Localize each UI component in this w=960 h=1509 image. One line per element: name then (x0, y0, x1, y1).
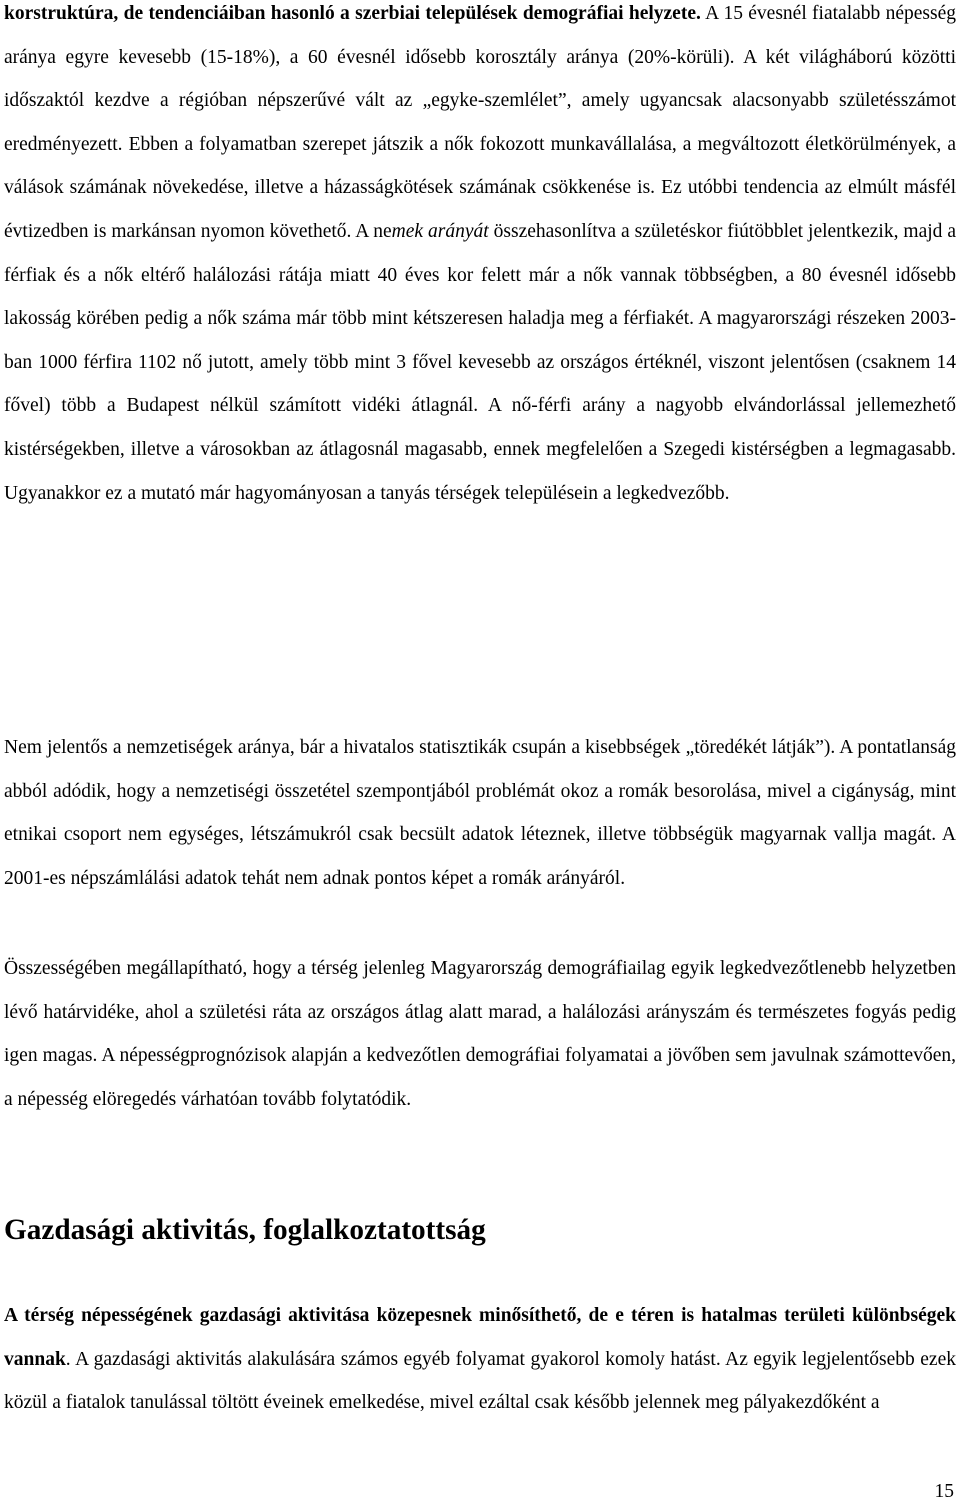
paragraph-text: . A gazdasági aktivitás alakulására számos egyéb folyamat gyakorol komoly hatást. Az egyik legjelentősebb ezek közül a fiatalok tanulással töltött éveinek emelkedése, mivel ezáltal csak később jelennek meg pályakezdőként a (4, 1348, 956, 1414)
page-number: 15 (934, 1481, 954, 1502)
section-heading: Gazdasági aktivitás, foglalkoztatottság (4, 1214, 486, 1246)
paragraph-demography (4, 0, 956, 515)
paragraph-economic-activity (4, 1294, 956, 1425)
italic-text: mek arányát (391, 220, 489, 242)
paragraph-summary: Összességében megállapítható, hogy a térség jelenleg Magyarország demográfiailag egyik legkedvezőtlenebb helyzetben lévő határvidéke, ahol a születési ráta az országos átlag alatt marad, a halálozási arányszám és természetes fogyás pedig igen magas. A népességprognózisok alapján a kedvezőtlen demográfiai folyamatai a jövőben sem javulnak számottevően, a népesség elöregedés várhatóan tovább folytatódik. (4, 958, 956, 1110)
paragraph-text: A 15 évesnél fiatalabb népesség aránya egyre kevesebb (15-18%), a 60 évesnél idősebb korosztály aránya (20%-körüli). A két világháború közötti időszaktól kezdve a régióban népszerűvé vált az „egyke-szemlélet”, amely ugyancsak alacsonyabb születésszámot eredményezett. Ebben a folyamatban szerepet játszik a nők fokozott munkavállalása, a megváltozott életkörülmények, a válások számának növekedése, illetve a házasságkötések számának csökkenése is. Ez utóbbi tendencia az elmúlt másfél évtizedben is markánsan nyomon követhető. A ne (4, 3, 956, 242)
paragraph-text: összehasonlítva a születéskor fiútöbblet jelentkezik, majd a férfiak és a nők eltérő halálozási rátája miatt 40 éves kor felett már a nők vannak többségben, a 80 évesnél idősebb lakosság körében pedig a nők száma már több mint kétszeresen haladja meg a férfiakét. A magyarországi részeken 2003-ban 1000 férfira 1102 nő jutott, amely több mint 3 fővel kevesebb az országos értéknél, viszont jelentősen (csaknem 14 fővel) több a Budapest nélkül számított vidéki átlagnál. A nő-férfi arány a nagyobb elvándorlással jellemezhető kistérségekben, illetve a városokban az átlagosnál magasabb, ennek megfelelően a Szegedi kistérségben a legmagasabb. Ugyanakkor ez a mutató már hagyományosan a tanyás térségek településein a legkedvezőbb. (4, 220, 956, 504)
bold-lead-text: korstruktúra, de tendenciáiban hasonló a szerbiai települések demográfiai helyzete. (4, 3, 701, 24)
bold-lead-text: A térség népességének gazdasági aktivitása közepesnek minősíthető, de e téren is hatalmas területi különbségek vannak (4, 1305, 956, 1370)
paragraph-nationalities: Nem jelentős a nemzetiségek aránya, bár a hivatalos statisztikák csupán a kisebbségek „töredékét látják”). A pontatlanság abból adódik, hogy a nemzetiségi összetétel szempontjából problémát okoz a romák besorolása, mivel a cigányság, mint etnikai csoport nem egységes, létszámukról csak becsült adatok léteznek, illetve többségük magyarnak vallja magát. A 2001-es népszámlálási adatok tehát nem adnak pontos képet a romák arányáról. (4, 737, 956, 889)
